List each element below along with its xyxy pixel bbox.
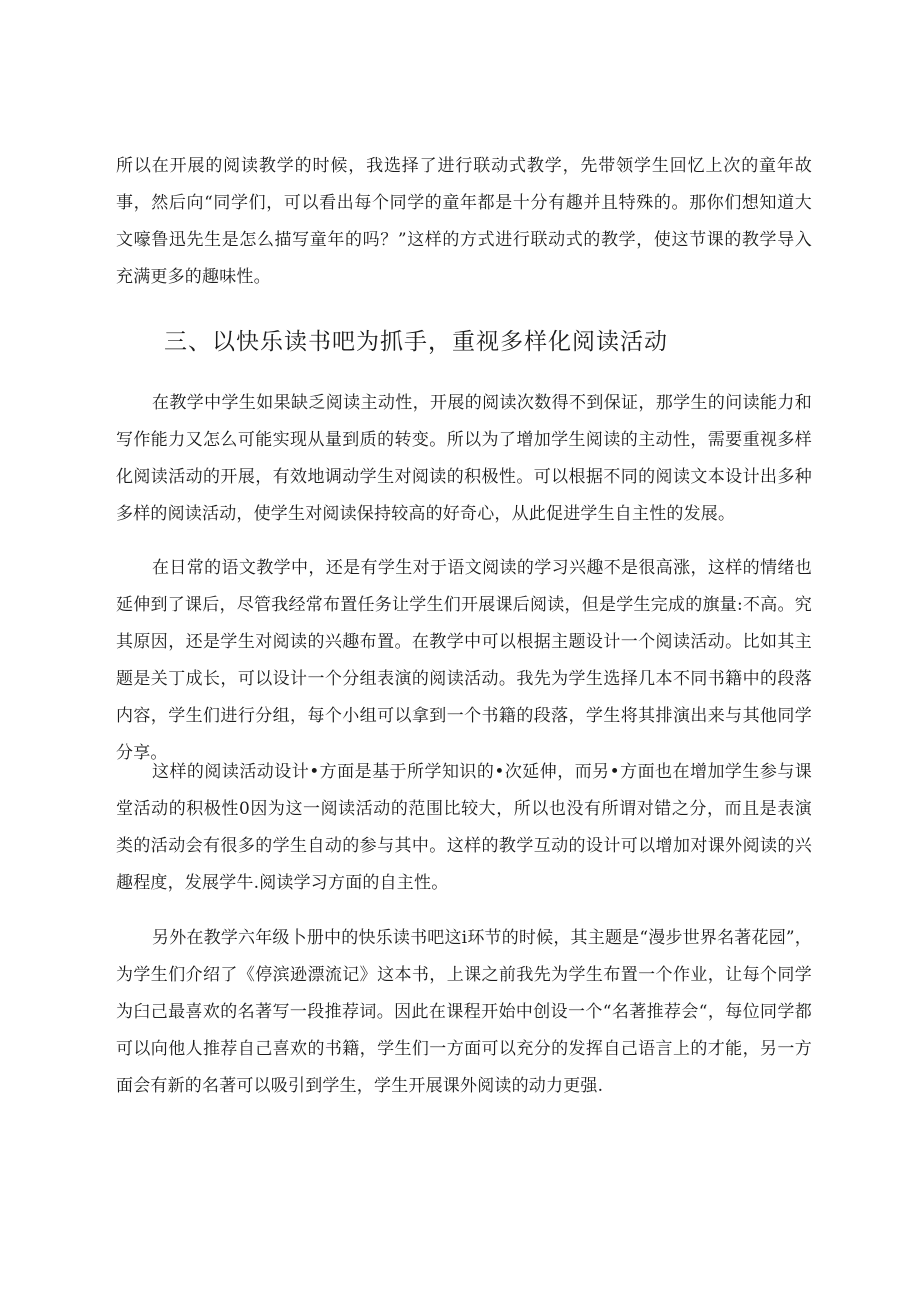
- body-paragraph-2: 在日常的语文教学中，还是有学生对于语文阅读的学习兴趣不是很高涨，这样的情绪也延伸到了课后，尽管我经常布置任务让学生们开展课后阅读，但是学生完成的旗量:不高。究其原因，还是学生对阅读的兴趣布置。在教学中可以根据主题设计一个阅读活动。比如其主题是关丁成长，可以设计一个分组表演的阅读活动。我先为学生选择几本不同书籍中的段落内容，学生们进行分组，每个小组可以拿到一个书籍的段落，学生将其排演出来与其他同学分享。: [116, 558, 812, 763]
- body-paragraph-continued: 所以在开展的阅读教学的时候，我选择了进行联动式教学，先带领学生回忆上次的童年故事，然后向“同学们，可以看出每个同学的童年都是十分有趣并且特殊的。那你们想知道大文嚎鲁迅先生是怎么描写童年的吗？”这样的方式进行联动式的教学，使这节课的教学导入充满更多的趣味性。: [116, 156, 812, 287]
- body-paragraph-1: 在教学中学生如果缺乏阅读主动性，开展的阅读次数得不到保证，那学生的问读能力和写作能力又怎么可能实现从量到质的转变。所以为了增加学生阅读的主动性，需要重视多样化阅读活动的开展，有效地调动学生对阅读的积极性。可以根据不同的阅读文本设计出多种多样的阅读活动，使学生对阅读保持较高的好奇心，从此促进学生自主性的发展。: [116, 393, 812, 524]
- body-paragraph-3: 这样的阅读活动设计•方面是基于所学知识的•次延伸，而另•方面也在增加学生参与课堂活动的积极性0因为这一阅读活动的范围比较大，所以也没有所谓对错之分，而且是表演类的活动会有很多的学生自动的参与其中。这样的教学互动的设计可以增加对课外阅读的兴趣程度，发展学牛.阅读学习方面的自主性。: [116, 762, 812, 893]
- body-paragraph-4: 另外在教学六年级卜册中的快乐读书吧这i环节的时候，其主题是“漫步世界名著花园”，为学生们介绍了《停滨逊漂流记》这本书，上课之前我先为学生布置一个作业，让每个同学为臼己最喜欢的名著写一段推荐词。因此在课程开始中创设一个“名著推荐会“，每位同学都可以向他人推荐自己喜欢的书籍，学生们一方面可以充分的发挥自己语言上的才能，另一方面会有新的名著可以吸引到学生，学生开展课外阅读的动力更强.: [116, 928, 812, 1096]
- section-heading: 三、以快乐读书吧为抓手，重视多样化阅读活动: [164, 329, 668, 355]
